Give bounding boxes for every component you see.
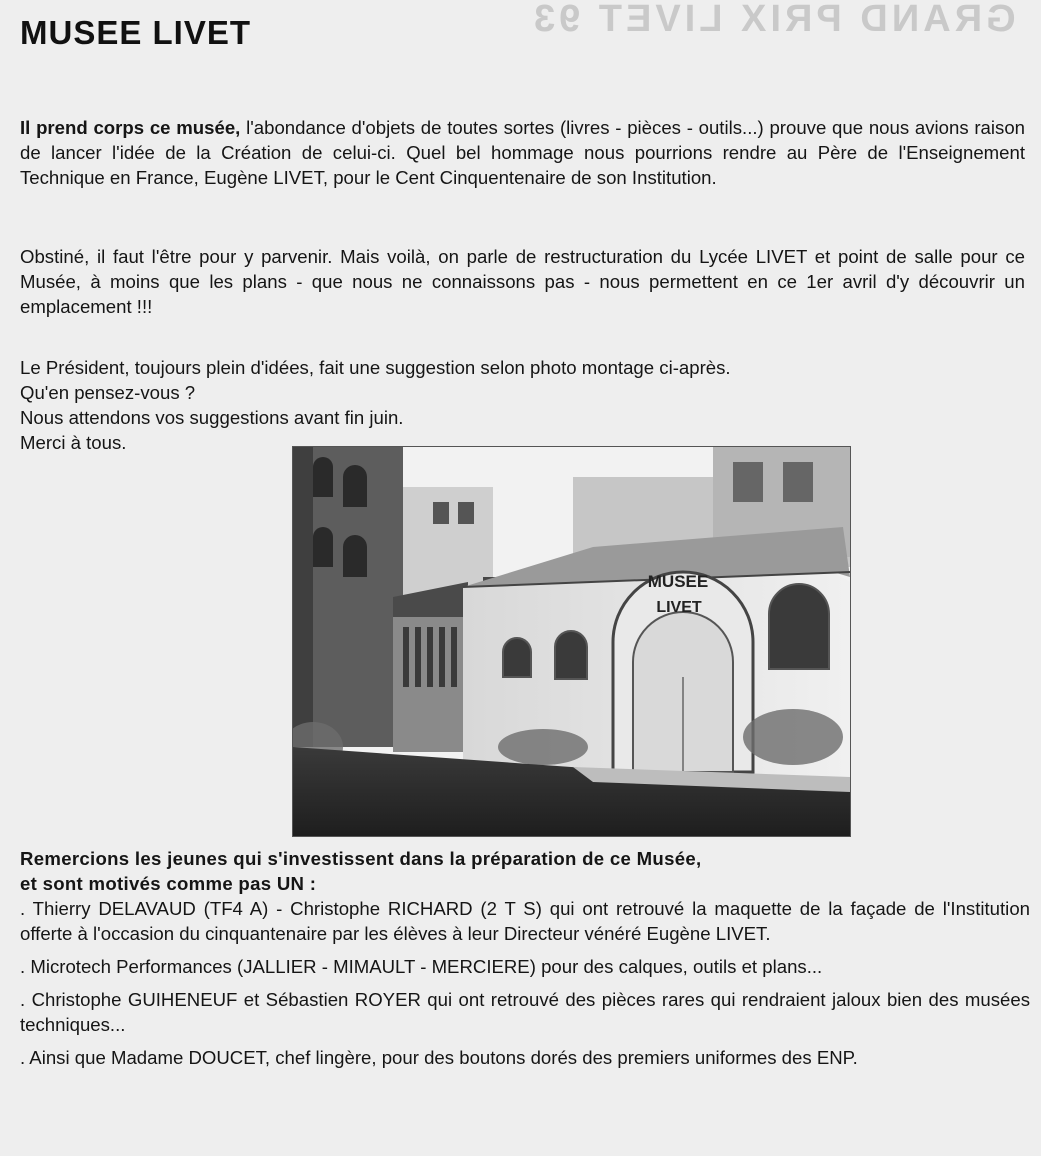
credit-item: . Christophe GUIHENEUF et Sébastien ROYER qui ont retrouvé des pièces rares qui rendraient jaloux bien des musées techniques... <box>20 989 1030 1035</box>
credits-list <box>20 896 1030 1078</box>
question-line: Qu'en pensez-vous ? <box>20 382 196 403</box>
page-title: MUSEE LIVET <box>20 14 252 51</box>
thanks-heading-line1: Remercions les jeunes qui s'investissent dans la préparation de ce Musée, <box>20 848 702 869</box>
intro-lead: Il prend corps ce musée, <box>20 117 241 138</box>
suggestion-paragraph <box>20 355 1025 455</box>
museum-sign-line1: MUSEE <box>647 572 709 591</box>
credit-item: . Ainsi que Madame DOUCET, chef lingère, pour des boutons dorés des premiers uniformes des ENP. <box>20 1047 858 1068</box>
photo-montage-drawing <box>293 447 850 836</box>
suggestion-line: Le Président, toujours plein d'idées, fait une suggestion selon photo montage ci-après. <box>20 357 731 378</box>
museum-sign-line2: LIVET <box>656 599 702 616</box>
intro-text: l'abondance d'objets de toutes sortes (livres - pièces - outils...) prouve que nous avions raison de lancer l'idée de la Création de celui-ci. Quel bel hommage nous pourrions rendre au Père de l'Enseignement Technique en France, Eugène LIVET, pour le Cent Cinquentenaire de son Institution. <box>20 117 1026 188</box>
thanks-line: Merci à tous. <box>20 432 127 453</box>
thanks-heading <box>20 846 701 896</box>
thanks-heading-line2: et sont motivés comme pas UN : <box>20 873 317 894</box>
photo-montage <box>292 446 851 837</box>
credit-item: . Thierry DELAVAUD (TF4 A) - Christophe RICHARD (2 T S) qui ont retrouvé la maquette de la façade de l'Institution offerte à l'occasion du cinquantenaire par les élèves à leur Directeur vénéré Eugène LIVET. <box>20 898 1030 944</box>
ghost-showthrough-title: GRAND PRIX LIVET 93 <box>530 0 1016 40</box>
intro-paragraph <box>20 115 1025 190</box>
restructuration-paragraph: Obstiné, il faut l'être pour y parvenir. Mais voilà, on parle de restructuration du Lycée LIVET et point de salle pour ce Musée, à moins que les plans - que nous ne connaissons pas - nous permettent en ce 1er avril d'y découvrir un emplacement !!! <box>20 246 1025 317</box>
credit-item: . Microtech Performances (JALLIER - MIMAULT - MERCIERE) pour des calques, outils et plans... <box>20 956 823 977</box>
deadline-line: Nous attendons vos suggestions avant fin juin. <box>20 407 404 428</box>
